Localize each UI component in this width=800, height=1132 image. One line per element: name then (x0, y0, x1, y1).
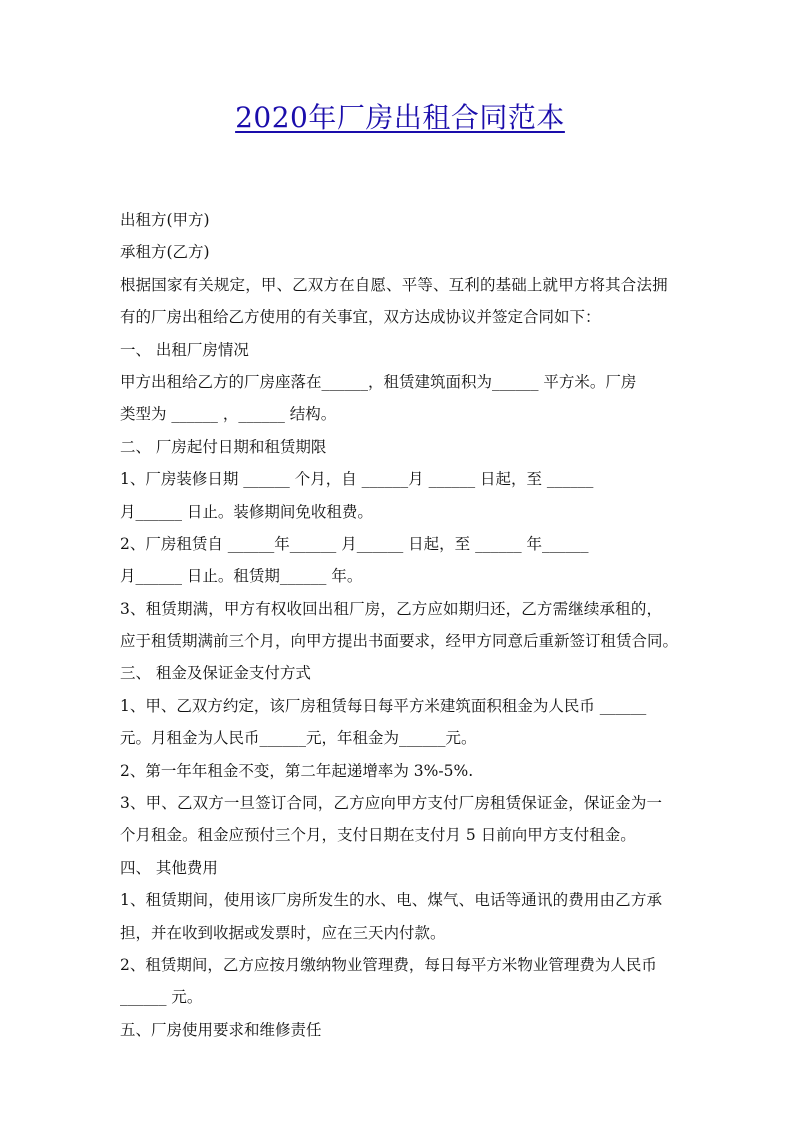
section-4-line-2: 担，并在收到收据或发票时，应在三天内付款。 (120, 923, 446, 942)
section-3-line-1: 1、甲、乙双方约定，该厂房租赁每日每平方米建筑面积租金为人民币 ______ (120, 696, 647, 715)
section-2-line-3: 2、厂房租赁自 ______年______ 月______ 日起，至 ______ 年______ (120, 534, 589, 553)
section-heading-3: 三、 租金及保证金支付方式 (120, 664, 311, 683)
document-title[interactable]: 2020年厂房出租合同范本 (235, 101, 565, 134)
section-3-line-2: 元。月租金为人民币______元，年租金为______元。 (120, 729, 477, 748)
section-2-line-1: 1、厂房装修日期 ______ 个月，自 ______月 ______ 日起，至 ______ (120, 470, 594, 489)
preamble-line-1: 根据国家有关规定，甲、乙双方在自愿、平等、互利的基础上就甲方将其合法拥 (120, 275, 668, 294)
section-1-line-2: 类型为 ______ ，______ 结构。 (120, 405, 337, 424)
section-heading-4: 四、 其他费用 (120, 858, 218, 877)
preamble-line-2: 有的厂房出租给乙方使用的有关事宜，双方达成协议并签定合同如下： (120, 308, 601, 327)
section-heading-2: 二、 厂房起付日期和租赁期限 (120, 437, 327, 456)
section-4-line-3: 2、租赁期间，乙方应按月缴纳物业管理费，每日每平方米物业管理费为人民币 (120, 955, 657, 974)
section-3-line-5: 个月租金。租金应预付三个月，支付日期在支付月 5 日前向甲方支付租金。 (120, 826, 636, 845)
section-heading-5: 五、厂房使用要求和维修责任 (120, 1020, 322, 1039)
section-2-line-4: 月______ 日止。租赁期______ 年。 (120, 567, 363, 586)
document-body (120, 204, 690, 1046)
section-2-line-2: 月______ 日止。装修期间免收租费。 (120, 502, 373, 521)
section-3-line-3: 2、第一年年租金不变，第二年起递增率为 3%-5%. (120, 761, 474, 780)
section-2-line-6: 应于租赁期满前三个月，向甲方提出书面要求，经甲方同意后重新签订租赁合同。 (120, 632, 679, 651)
section-3-line-4: 3、甲、乙双方一旦签订合同，乙方应向甲方支付厂房租赁保证金，保证金为一 (120, 794, 663, 813)
section-2-line-5: 3、租赁期满，甲方有权收回出租厂房，乙方应如期归还，乙方需继续承租的， (120, 599, 663, 618)
section-1-line-1: 甲方出租给乙方的厂房座落在______，租赁建筑面积为______ 平方米。厂房 (120, 372, 637, 391)
section-heading-1: 一、 出租厂房情况 (120, 340, 249, 359)
section-4-line-1: 1、租赁期间，使用该厂房所发生的水、电、煤气、电话等通讯的费用由乙方承 (120, 891, 663, 910)
party-b-line: 承租方(乙方) (120, 243, 210, 262)
party-a-line: 出租方(甲方) (120, 211, 210, 229)
section-4-line-4: ______ 元。 (120, 988, 203, 1007)
